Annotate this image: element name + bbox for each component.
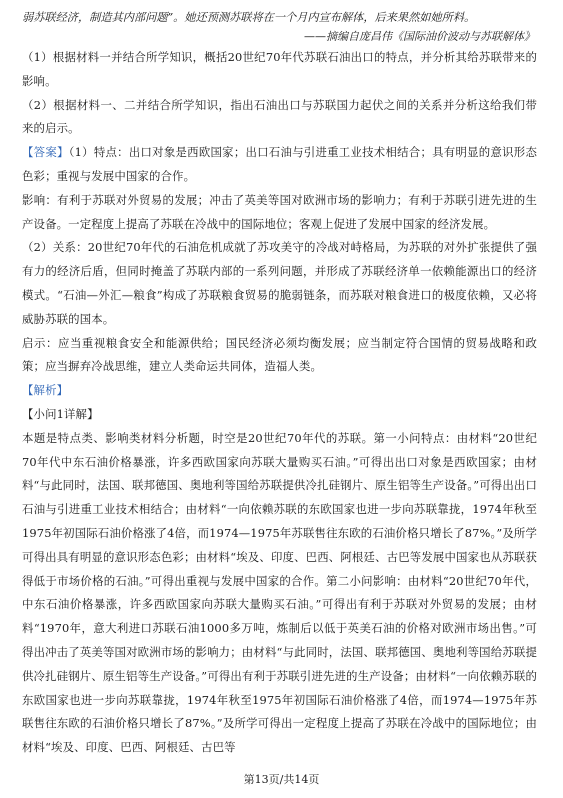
analysis-heading (22, 379, 537, 403)
answer-part1-features (22, 141, 537, 189)
answer-text-1: （1）特点：出口对象是西欧国家；出口石油与引进重工业技术相结合；具有明显的意识形态色彩；重视与发展中国家的合作。 (22, 145, 537, 183)
question-2: （2）根据材料一、二并结合所学知识，指出石油出口与苏联国力起伏之间的关系并分析这给我们带来的启示。 (22, 97, 537, 136)
answer-tag: 【答案】 (22, 145, 69, 160)
page-footer: 第13页/共14页 (243, 773, 320, 786)
analysis-subheading: 【小问1详解】 (22, 406, 99, 421)
quote-text: 弱苏联经济，制造其内部问题”。她还预测苏联将在一个月内宣布解体，后来果然如她所料。 (22, 11, 476, 24)
analysis-body: 本题是特点类、影响类材料分析题，时空是20世纪70年代的苏联。第一小问特点：由材料“20世纪70年代中东石油价格暴涨，许多西欧国家向苏联大量购买石油。”可得出出口对象是西欧国家；由材料“与此同时，法国、联邦德国、奥地利等国给苏联提供冷扎硅钢片、原生铝等生产设备。”可得出出口石油与引进重工业技术相结合；由材料“一向依赖苏联的东欧国家也进一步向苏联靠拢，1974年秋至1975年初国际石油价格涨了4倍，而1974—1975年苏联售往东欧的石油价格只增长了87%。”及所学可得出具有明显的意识形态色彩；由材料“埃及、印度、巴西、阿根廷、古巴等发展中国家也从苏联获得低于市场价格的石油。”可得出重视与发展中国家的合作。第二小问影响：由材料“20世纪70年代，中东石油价格暴涨，许多西欧国家向苏联大量购买石油。”可得出有利于苏联对外贸易的发展；由材料“1970年，意大利进口苏联石油1000多万吨，炼制后以低于英美石油的价格对欧洲市场出售。”可得出冲击了英美等国对欧洲市场的影响力；由材料“与此同时，法国、联邦德国、奥地利等国给苏联提供冷扎硅钢片、原生铝等生产设备。”可得出有利于苏联引进先进的生产设备；由材料“一向依赖苏联的东欧国家也进一步向苏联靠拢，1974年秋至1975年初国际石油价格涨了4倍，而1974—1975年苏联售往东欧的石油价格只增长了87%。”及所学可得出一定程度上提高了苏联在冷战中的国际地位；由材料“埃及、印度、巴西、阿根廷、古巴等 (22, 430, 537, 755)
question-1: （1）根据材料一并结合所学知识，概括20世纪70年代苏联石油出口的特点，并分析其给苏联带来的影响。 (22, 50, 537, 88)
answer-part1-impact: 影响：有利于苏联对外贸易的发展；冲击了英美等国对欧洲市场的影响力；有利于苏联引进先进的生产设备。一定程度上提高了苏联在冷战中的国际地位；客观上促进了发展中国家的经济发展。 (22, 192, 537, 231)
answer-part2-insight: 启示：应当重视粮食安全和能源供给；国民经济必须均衡发展；应当制定符合国情的贸易战略和政策；应当摒弃冷战思维，建立人类命运共同体，造福人类。 (22, 335, 537, 374)
analysis-tag: 【解析】 (22, 383, 69, 398)
quote-source: ——摘编自庞昌伟《国际油价波动与苏联解体》 (304, 30, 535, 43)
answer-part2-relation: （2）关系：20世纪70年代的石油危机成就了苏攻美守的冷战对峙格局，为苏联的对外扩张提供了强有力的经济后盾，但同时掩盖了苏联内部的一系列问题，并形成了苏联经济单一依赖能源出口的经济模式。“石油—外汇—粮食”构成了苏联粮食贸易的脆弱链条，而苏联对粮食进口的极度依赖，又必将威胁苏联的国本。 (22, 240, 537, 326)
